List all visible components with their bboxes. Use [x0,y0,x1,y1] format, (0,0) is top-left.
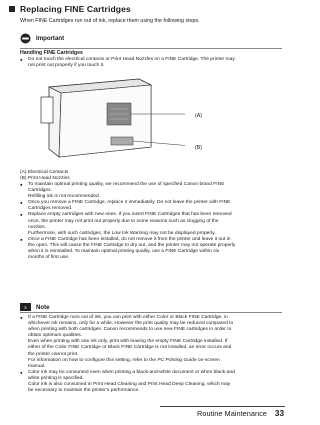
no-entry-icon [20,33,31,44]
caption-print-head-nozzles: (B) Print Head Nozzles [20,176,70,182]
list-item-line: Furthermore, with such cartridges, the Low Ink Warning may not be displayed properly. [28,230,216,236]
list-item-line: ● Replace empty cartridges with new ones. If you insert FINE Cartridges that has been removed [28,212,232,218]
list-item-text: For information on how to configure this setting, refer to the [28,357,157,363]
page-footer [197,409,284,418]
list-item-line: Refilling ink is not recommended. [28,194,101,200]
list-item-line: ● Once you remove a FINE Cartridge, replace it immediately. Do not leave the printer with FINE [28,200,231,206]
list-item-line: manual. [28,363,46,369]
list-item-line: white printing is specified. [28,375,84,381]
important-list [20,182,284,261]
list-item-line: ● If a FINE Cartridge runs out of ink, you can print with either Color or Black FINE Cartridge, in [28,315,228,320]
list-item-line: the printer cannot print. [28,351,79,357]
list-item-line: when it is reinstalled. To maintain optimal printing quality, use a FINE Cartridge within six [28,249,220,255]
section-title: Replacing FINE Cartridges [20,4,131,14]
list-item-line: be necessary to maintain the printer’s performance. [28,388,140,394]
note-icon: ≡ [20,303,31,311]
section-intro: When FINE Cartridges run out of ink, replace them using the following steps. [20,18,200,24]
list-item [20,370,284,394]
note-list [20,315,284,394]
list-item-line: months of first use. [28,255,70,261]
list-item-line: obtain optimum qualities. [28,333,83,339]
list-item-line: ● Do not touch the electrical contacts or Print Head Nozzles on a FINE Cartridge. The printer may [28,57,235,62]
note-divider [20,312,282,313]
list-item [20,200,284,212]
list-item-line: ● Once a FINE Cartridge has been installed, do not remove it from the printer and leave it out in [28,236,231,242]
list-item [20,57,284,69]
list-item-line: nozzles. [28,224,46,230]
list-item-line: not print out properly if you touch it. [28,63,105,69]
important-header [20,33,64,44]
list-item-text: on-screen [196,357,220,363]
note-label: Note [36,303,50,311]
callout-label-b: (B) [195,145,203,151]
list-item-line: Cartridges. [28,188,52,194]
list-item-line: once, the printer may not print out properly due to some reasons such as clogging of the [28,218,219,224]
caption-electrical-contacts: (A) Electrical Contacts [20,170,69,175]
list-item [20,315,284,370]
footer-divider [160,406,285,407]
list-item-line: whichever ink remains, only for a while. However the print quality may be reduced compared to [28,321,234,327]
list-item-line: either of the Color FINE Cartridge or Black FINE Cartridge is not installed, an error occurs and [28,345,232,351]
fine-cartridge-illustration [35,73,185,165]
list-item-line: the open. This will cause the FINE Cartridge to dry out, and the printer may not operate properly [28,242,236,248]
list-item-line: Color ink is also consumed in Print Head Cleaning and Print Head Deep Cleaning, which may [28,382,231,388]
important-subheading: Handling FINE Cartridges [20,50,83,56]
guide-reference: PC Printing Guide [157,357,197,363]
section-header [9,4,131,14]
callout-label-a: (A) [195,113,203,119]
figure-captions [20,170,70,182]
title-bullet-square [9,6,15,12]
note-header [20,303,50,311]
list-item-line: Even when printing with one ink only, print with leaving the empty FINE Cartridge installed. If [28,339,228,345]
important-first-list [20,57,284,69]
list-item [20,212,284,236]
page-number: 33 [274,409,284,418]
list-item [20,237,284,261]
footer-section-label: Routine Maintenance [197,409,267,418]
list-item [20,182,284,200]
list-item-line: when printing with both cartridges. Canon recommends to use new FINE cartridges in order to [28,327,232,333]
list-item-line: Cartridges removed. [28,206,73,212]
important-label: Important [36,35,65,42]
important-divider [20,48,282,49]
list-item-line: ● Color ink may be consumed even when printing a black-and-white document or when black-and [28,369,235,375]
list-item-line: ● To maintain optimal printing quality, we recommend the use of specified Canon brand FINE [28,182,225,187]
